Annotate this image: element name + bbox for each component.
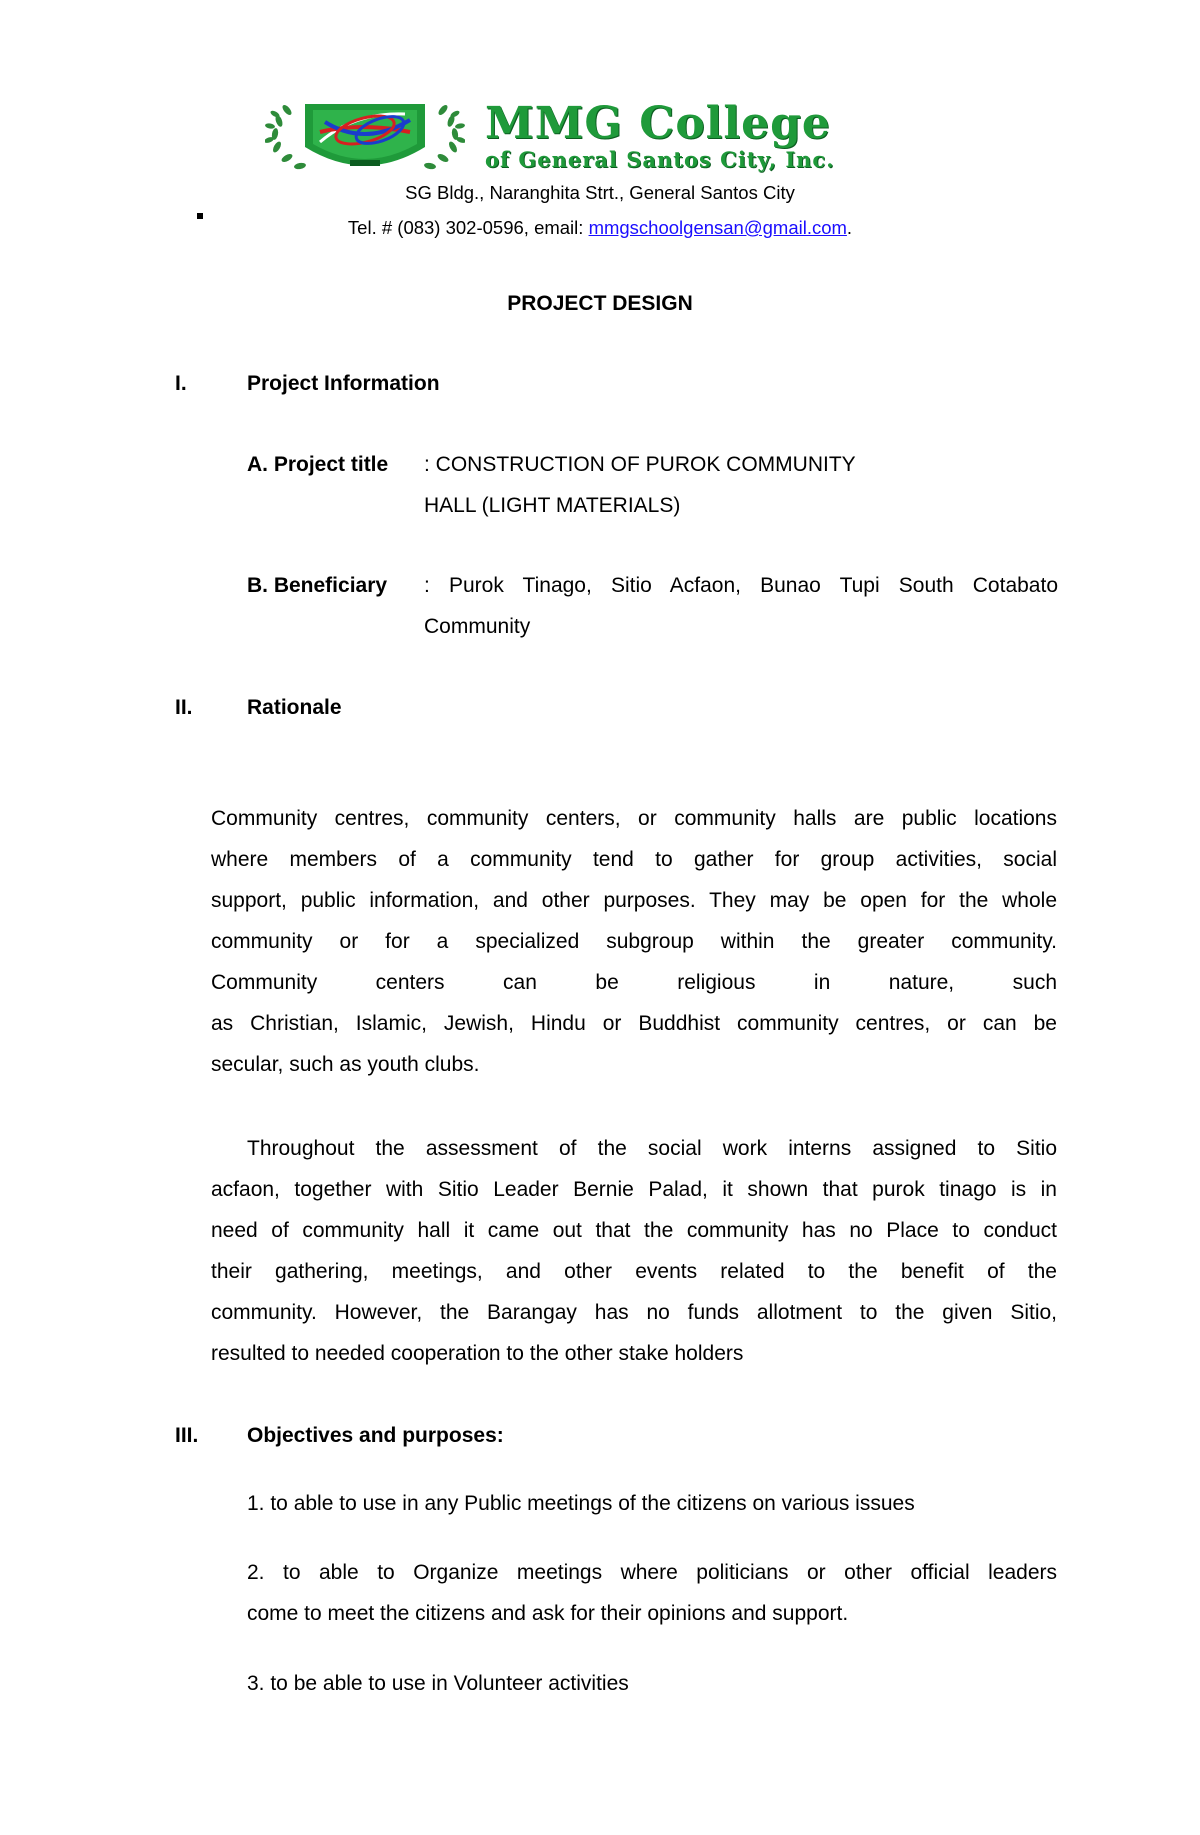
college-address: SG Bldg., Naranghita Strt., General Santos City (405, 182, 795, 203)
objective-1 (247, 1483, 1057, 1524)
logo-subtitle: of General Santos City, Inc. (485, 147, 835, 172)
project-title-label: A. Project title (247, 453, 389, 476)
rationale-p1-line: where members of a community tend to gather for group activities, social (211, 848, 1057, 871)
project-title-line-2: HALL (LIGHT MATERIALS) (424, 494, 681, 517)
objective-2 (247, 1552, 1057, 1634)
section-number-1: I. (175, 372, 187, 395)
rationale-p2-line: community. However, the Barangay has no funds allotment to the given Sitio, (211, 1301, 1057, 1324)
rationale-p2-line: acfaon, together with Sitio Leader Bernie Palad, it shown that purok tinago is in (211, 1178, 1057, 1201)
rationale-p2-line: need of community hall it came out that the community has no Place to conduct (211, 1219, 1057, 1242)
rationale-paragraph-1 (211, 798, 1057, 1085)
beneficiary-line-1: : Purok Tinago, Sitio Acfaon, Bunao Tupi South Cotabato (424, 574, 1058, 597)
college-contact (0, 217, 1200, 239)
objective-3-text: 3. to be able to use in Volunteer activities (247, 1672, 629, 1695)
beneficiary-line-2: Community (424, 615, 531, 638)
rationale-p2-line: resulted to needed cooperation to the other stake holders (211, 1342, 744, 1365)
email-link[interactable]: mmgschoolgensan@gmail.com (588, 217, 847, 238)
section-number-2: II. (175, 696, 193, 719)
project-title-value (424, 444, 1058, 526)
rationale-p1-line: Community centres, community centers, or community halls are public locations (211, 807, 1057, 830)
section-heading-1: Project Information (247, 372, 440, 395)
rationale-p1-line: secular, such as youth clubs. (211, 1053, 480, 1076)
rationale-p1-line: as Christian, Islamic, Jewish, Hindu or Buddhist community centres, or can be (211, 1012, 1057, 1035)
objective-1-text: 1. to able to use in any Public meetings of the citizens on various issues (247, 1492, 915, 1515)
college-logo (265, 92, 915, 182)
project-title-line-1: : CONSTRUCTION OF PUROK COMMUNITY (424, 453, 856, 476)
rationale-p1-line: Community centers can be religious in nature, such (211, 971, 1057, 994)
page-title: PROJECT DESIGN (507, 292, 693, 315)
objective-3 (247, 1663, 1057, 1704)
logo-title: MMG College (485, 98, 831, 149)
rationale-p1-line: community or for a specialized subgroup within the greater community. (211, 930, 1057, 953)
objective-2-line-1: 2. to able to Organize meetings where politicians or other official leaders (247, 1561, 1057, 1584)
rationale-paragraph-2 (211, 1128, 1057, 1374)
rationale-p2-line: their gathering, meetings, and other events related to the benefit of the (211, 1260, 1057, 1283)
section-number-3: III. (175, 1424, 199, 1447)
contact-suffix: . (846, 217, 853, 238)
objective-2-line-2: come to meet the citizens and ask for their opinions and support. (247, 1602, 849, 1625)
section-heading-2: Rationale (247, 696, 342, 719)
section-heading-3: Objectives and purposes: (247, 1424, 504, 1447)
contact-phone: Tel. # (083) 302-0596, email: (347, 217, 589, 238)
beneficiary-label: B. Beneficiary (247, 574, 388, 597)
laurel-emblem-icon (265, 92, 465, 182)
rationale-p2-line: Throughout the assessment of the social work interns assigned to Sitio (247, 1137, 1057, 1160)
beneficiary-value (424, 565, 1058, 647)
rationale-p1-line: support, public information, and other purposes. They may be open for the whole (211, 889, 1057, 912)
